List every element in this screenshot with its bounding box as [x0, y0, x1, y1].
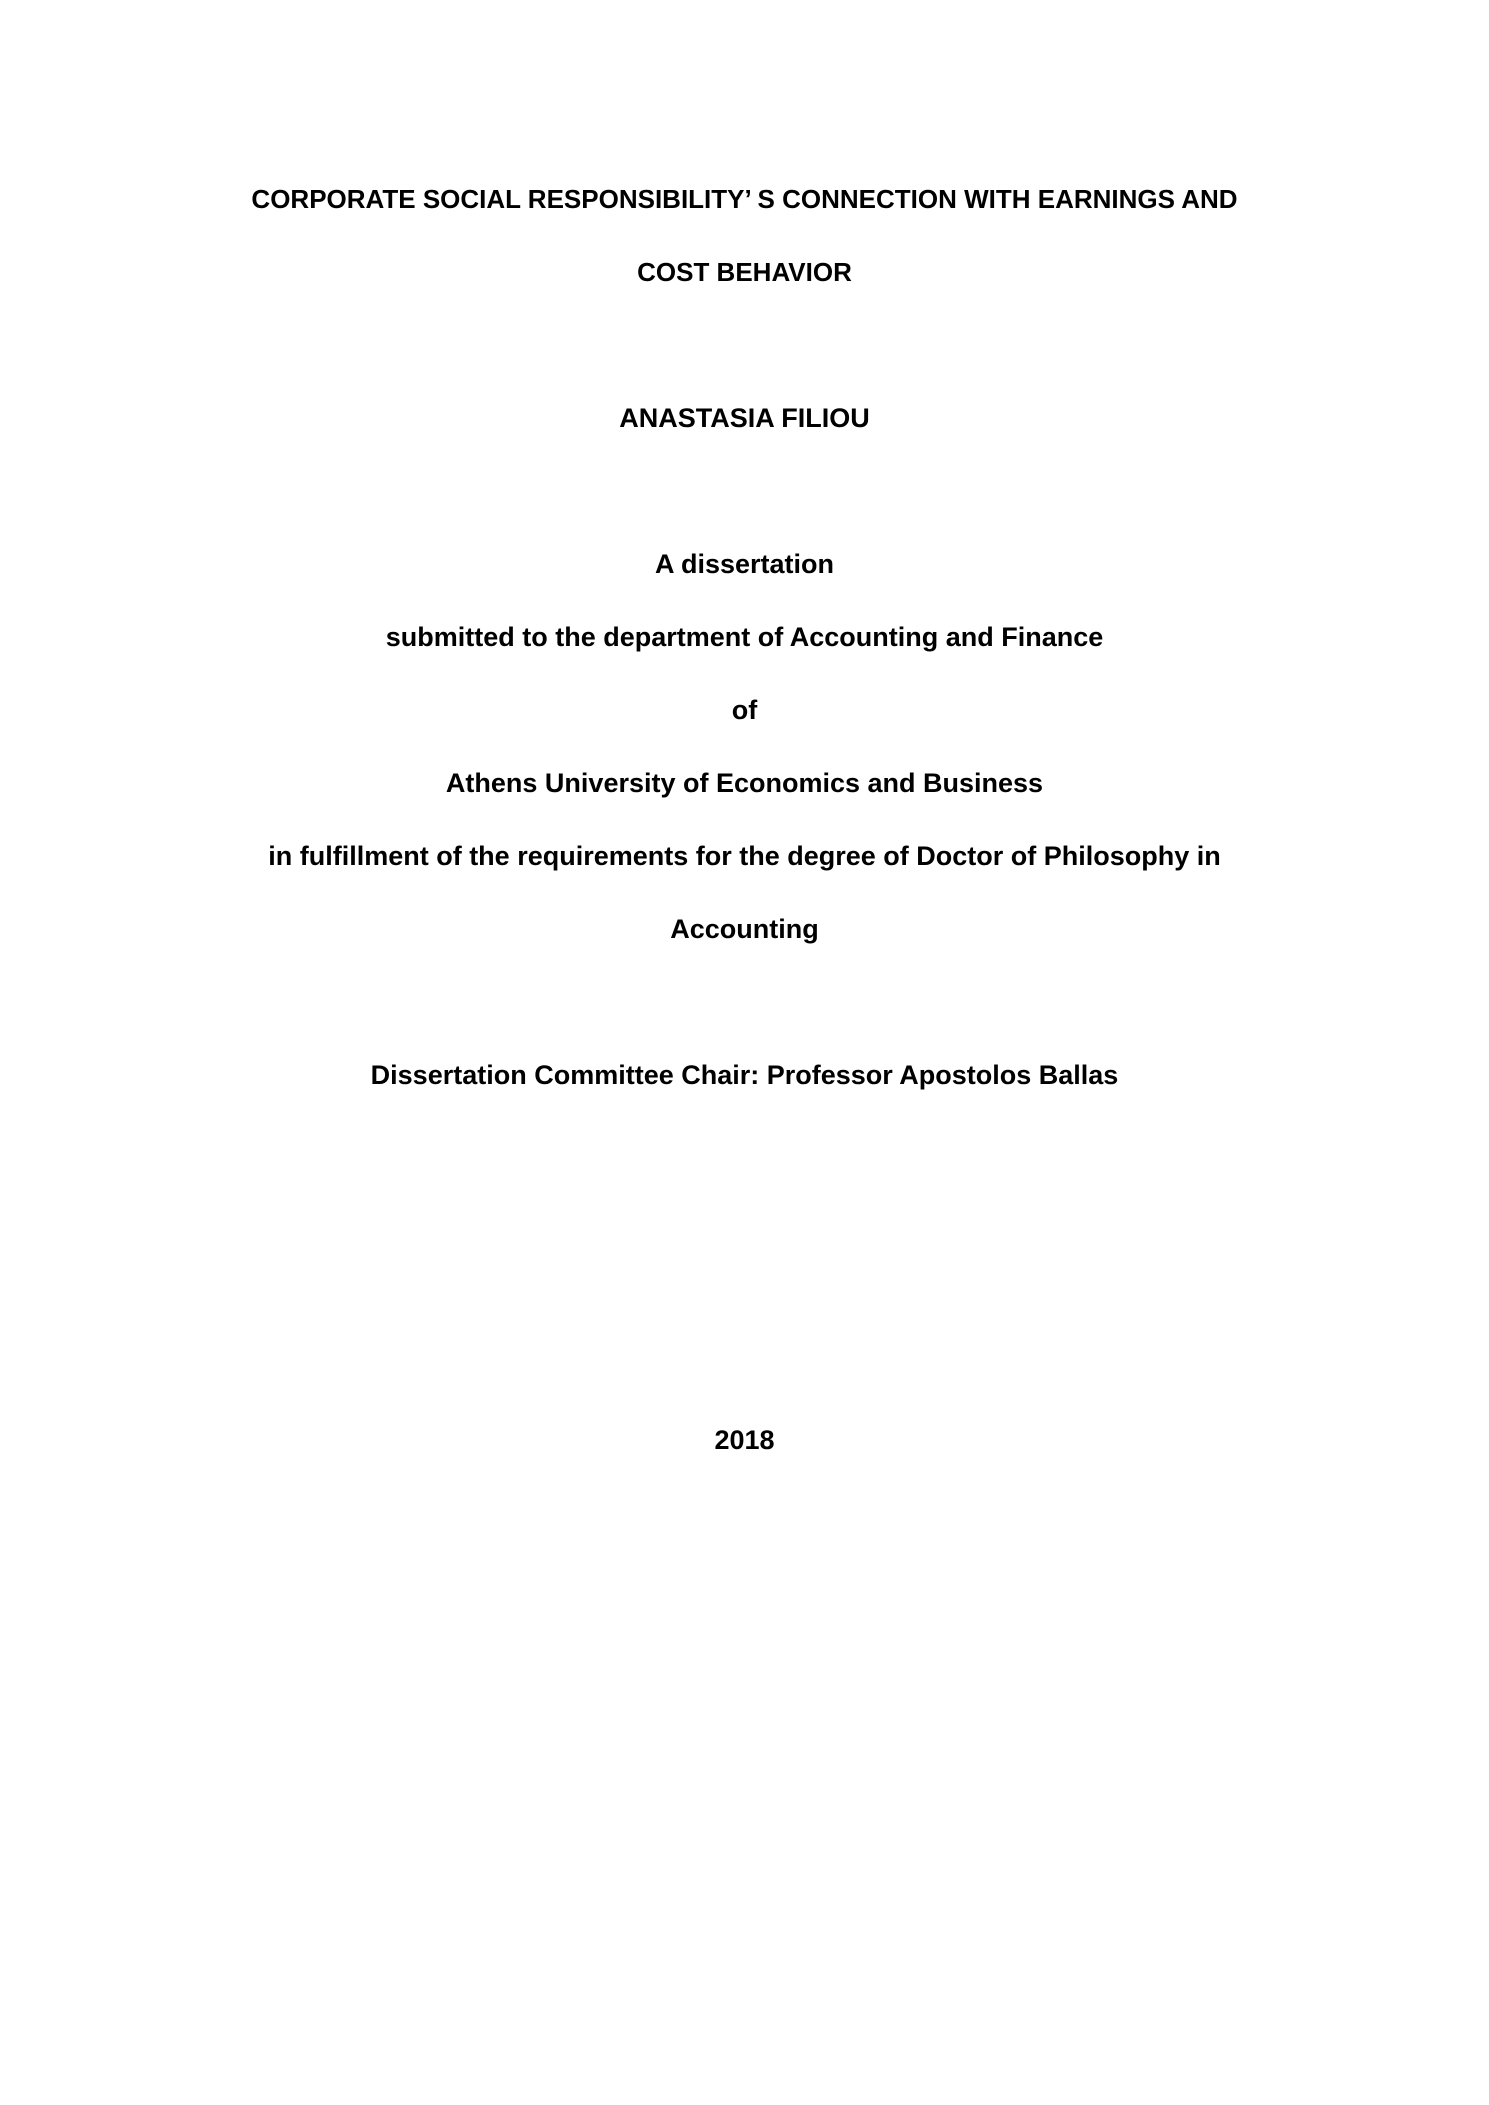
author-name: ANASTASIA FILIOU — [619, 403, 870, 433]
department-line: submitted to the department of Accounting and Finance — [385, 622, 1104, 652]
university-name: Athens University of Economics and Business — [445, 768, 1044, 798]
document-type: A dissertation — [654, 549, 835, 579]
committee-chair: Dissertation Committee Chair: Professor Apostolos Ballas — [370, 1060, 1119, 1090]
of-line: of — [731, 695, 758, 725]
year: 2018 — [714, 1425, 775, 1455]
degree-line-1: in fulfillment of the requirements for the degree of Doctor of Philosophy in — [268, 841, 1221, 871]
thesis-title-line-2: COST BEHAVIOR — [637, 257, 852, 287]
degree-line-2: Accounting — [670, 914, 819, 944]
thesis-title-line-1: CORPORATE SOCIAL RESPONSIBILITY’ S CONNECTION WITH EARNINGS AND — [251, 184, 1238, 214]
